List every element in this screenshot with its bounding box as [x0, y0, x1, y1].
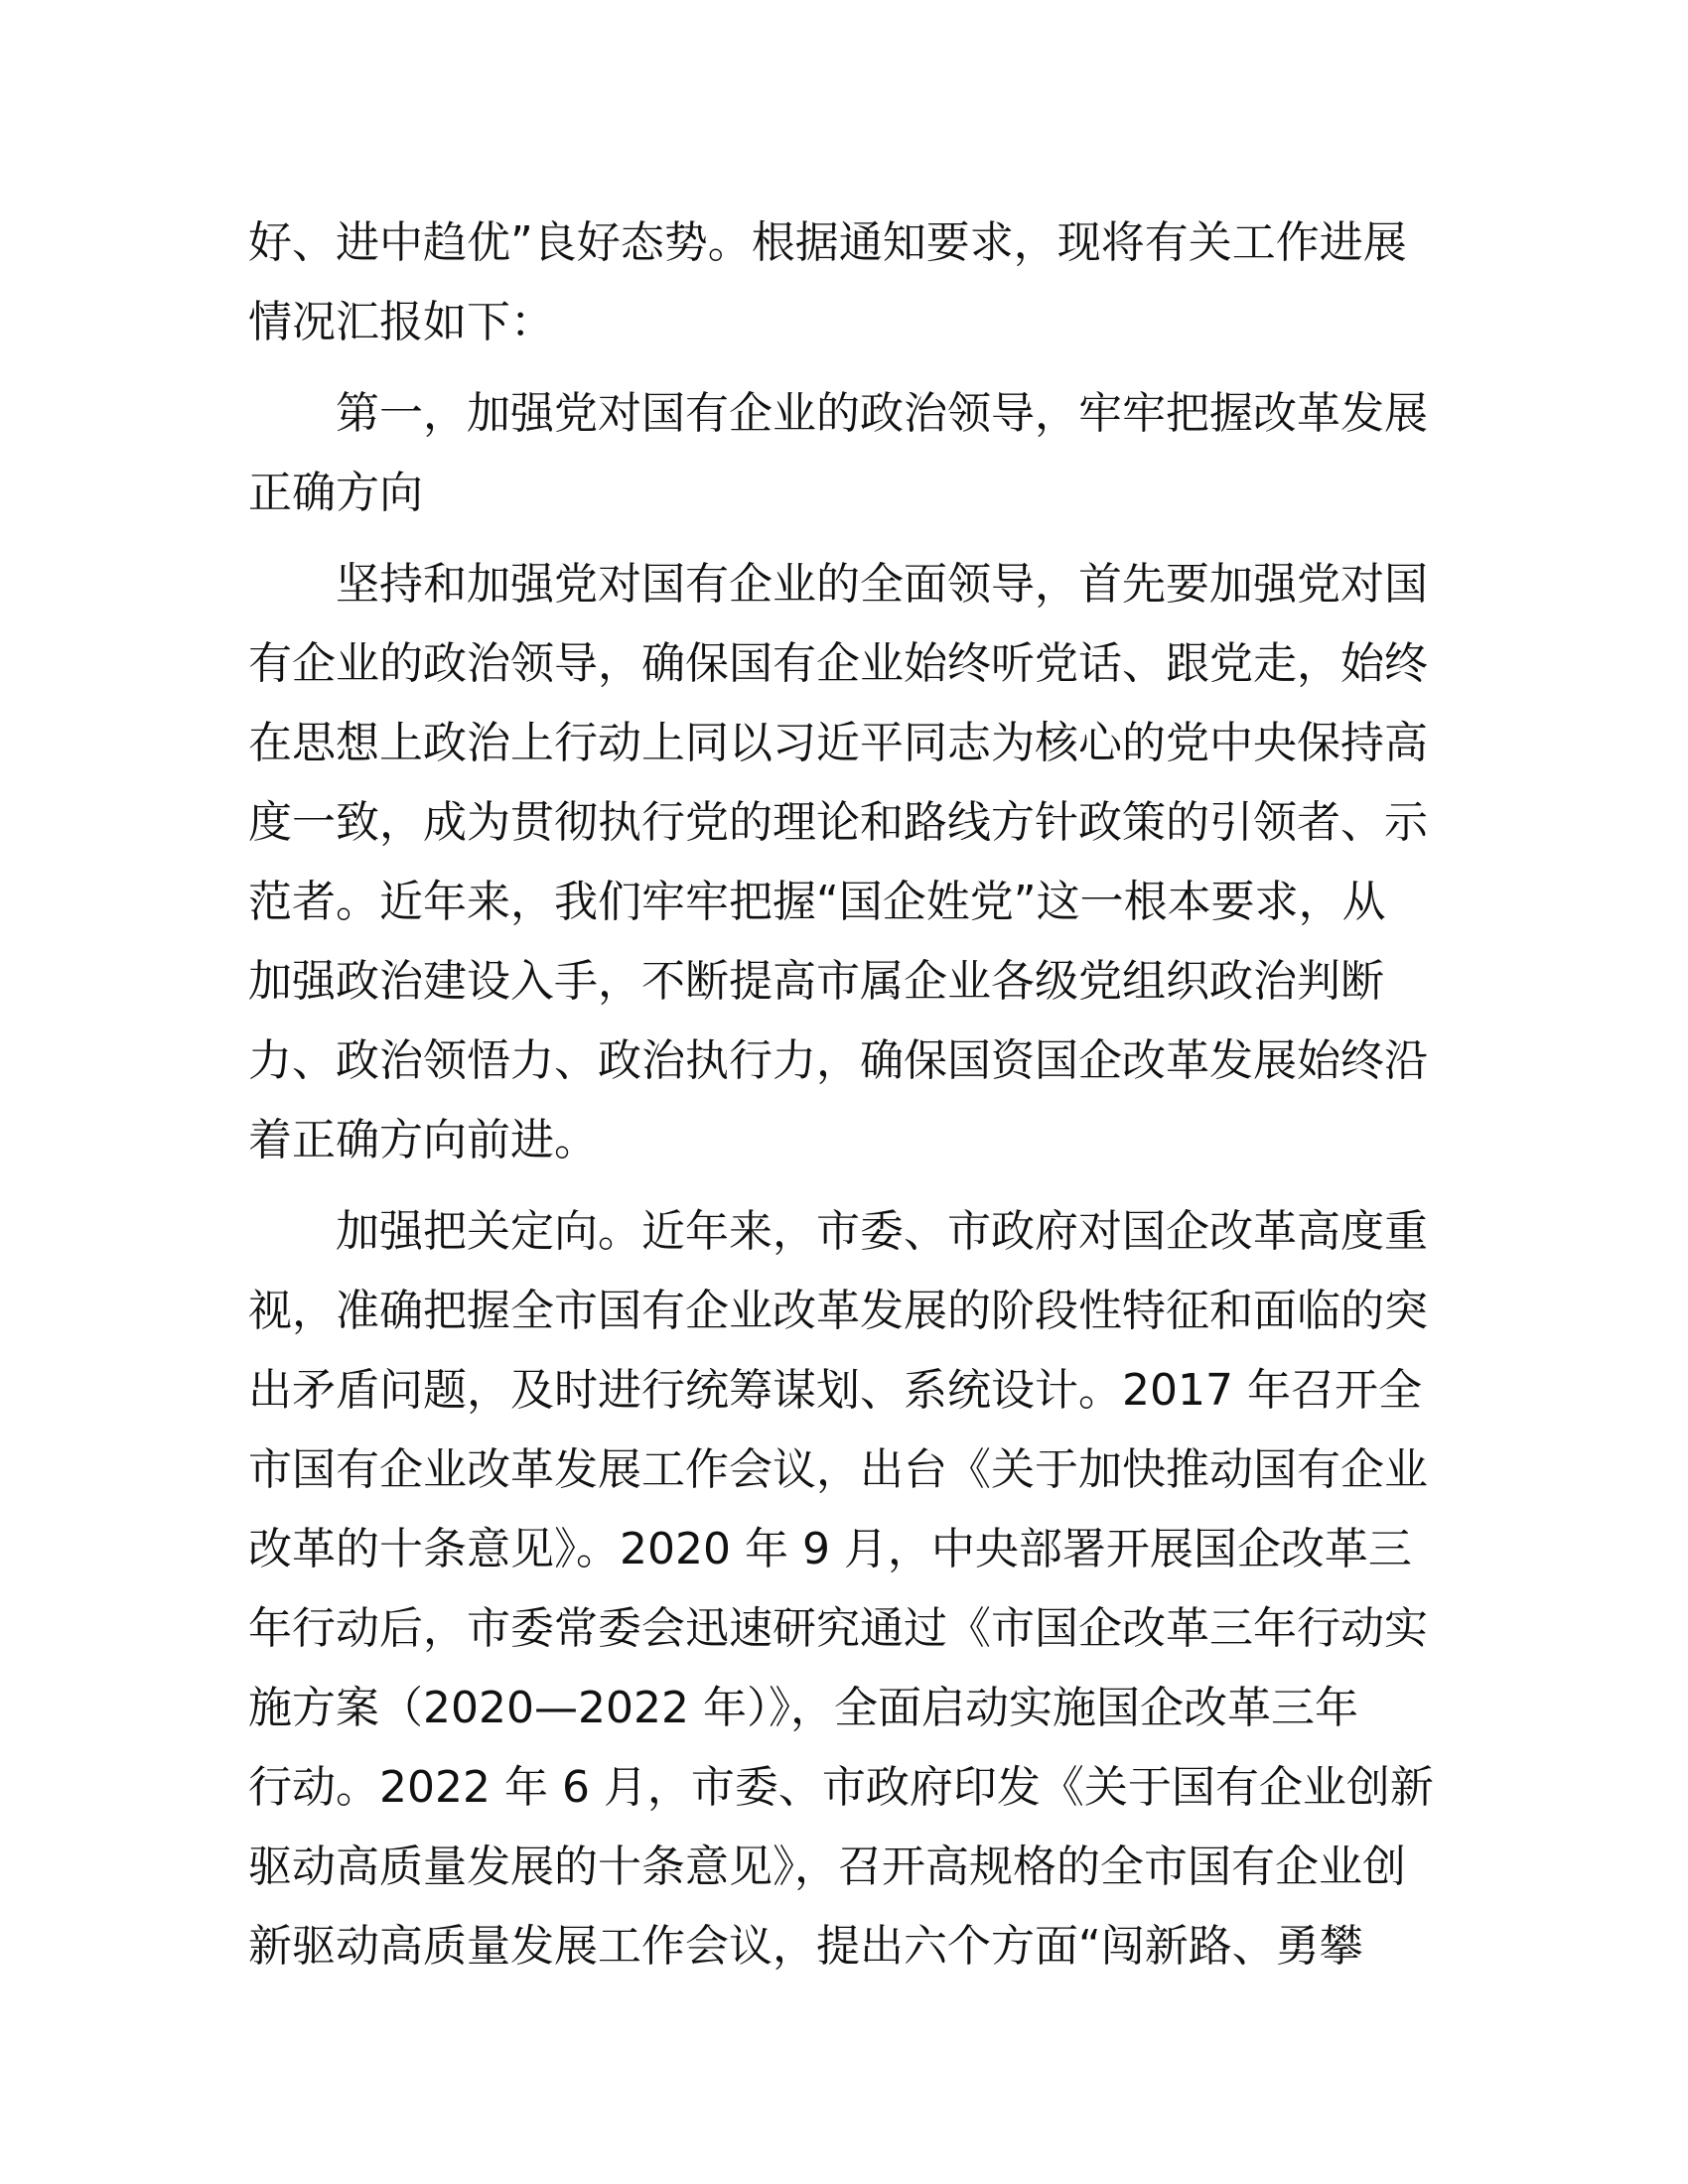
- text-line: 加强政治建设入手，不断提高市属企业各级党组织政治判断: [248, 956, 1384, 1007]
- section-heading-line: 第一，加强党对国有企业的政治领导，牢牢把握改革发展: [336, 388, 1428, 439]
- paragraph-gap: [248, 1180, 1440, 1192]
- text-line: 市国有企业改革发展工作会议，出台《关于加快推动国有企业: [248, 1444, 1428, 1495]
- text-line: 情况汇报如下：: [248, 297, 554, 347]
- text-line: 在思想上政治上行动上同以习近平同志为核心的党中央保持高: [248, 718, 1428, 768]
- text-line: 加强把关定向。近年来，市委、市政府对国企改革高度重: [336, 1206, 1428, 1257]
- text-line: 好、进中趋优”良好态势。根据通知要求，现将有关工作进展: [248, 217, 1407, 268]
- text-line: 出矛盾问题，及时进行统筹谋划、系统设计。2017 年召开全: [248, 1365, 1422, 1416]
- text-line: 坚持和加强党对国有企业的全面领导，首先要加强党对国: [336, 559, 1428, 610]
- paragraph-gap: [248, 533, 1440, 545]
- section-heading-line: 正确方向: [248, 468, 423, 518]
- text-line: 新驱动高质量发展工作会议，提出六个方面“闯新路、勇攀: [248, 1921, 1363, 1972]
- document-body: [248, 204, 1440, 1986]
- paragraph-gap: [248, 362, 1440, 374]
- text-line: 范者。近年来，我们牢牢把握“国企姓党”这一根本要求，从: [248, 877, 1386, 927]
- text-line: 力、政治领悟力、政治执行力，确保国资国企改革发展始终沿: [248, 1035, 1428, 1086]
- text-line: 着正确方向前进。: [248, 1115, 598, 1165]
- text-line: 驱动高质量发展的十条意见》，召开高规格的全市国有企业创: [248, 1842, 1406, 1892]
- text-line: 改革的十条意见》。2020 年 9 月，中央部署开展国企改革三: [248, 1524, 1412, 1574]
- text-line: 行动。2022 年 6 月，市委、市政府印发《关于国有企业创新: [248, 1762, 1434, 1813]
- text-line: 有企业的政治领导，确保国有企业始终听党话、跟党走，始终: [248, 638, 1428, 689]
- text-line: 施方案（2020—2022 年）》，全面启动实施国企改革三年: [248, 1683, 1358, 1733]
- text-line: 年行动后，市委常委会迅速研究通过《市国企改革三年行动实: [248, 1603, 1428, 1654]
- text-line: 视，准确把握全市国有企业改革发展的阶段性特征和面临的突: [248, 1286, 1428, 1336]
- text-line: 度一致，成为贯彻执行党的理论和路线方针政策的引领者、示: [248, 797, 1428, 848]
